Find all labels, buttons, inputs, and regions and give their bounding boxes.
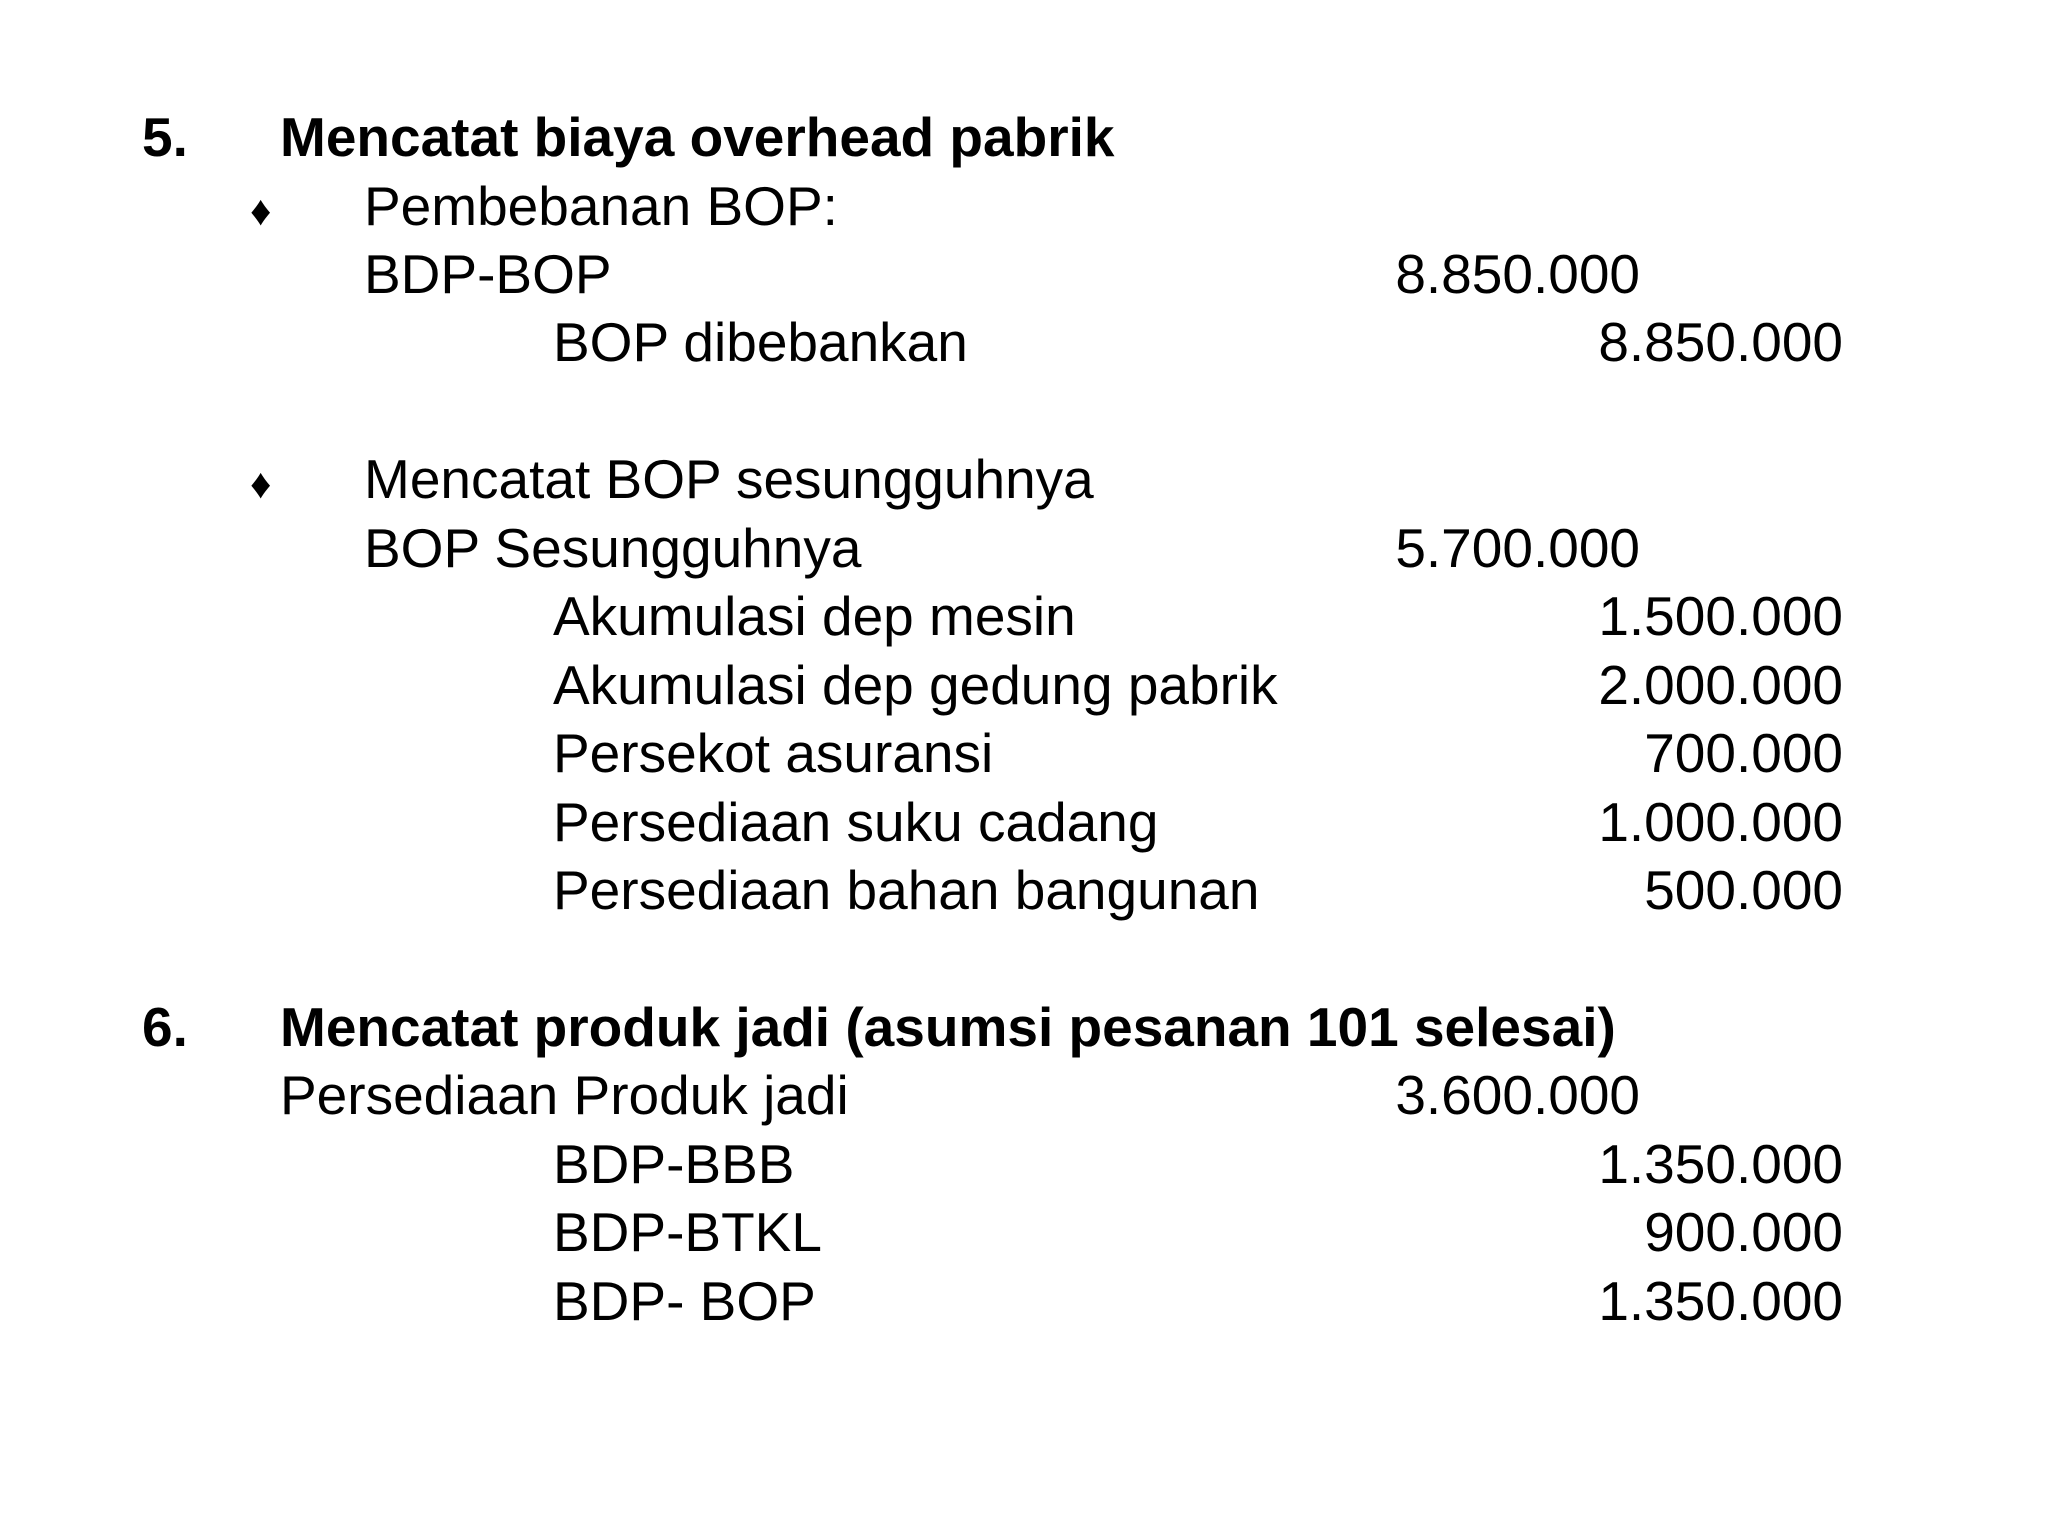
- journal-credit-amount: 500.000: [1644, 859, 1843, 921]
- journal-debit-account: BDP-BOP: [364, 243, 612, 305]
- journal-credit-account: BDP-BBB: [553, 1133, 795, 1195]
- section-5-title: Mencatat biaya overhead pabrik: [280, 106, 1115, 168]
- journal-debit-amount: 5.700.000: [1395, 517, 1640, 579]
- journal-credit-account: BDP- BOP: [553, 1270, 816, 1332]
- journal-credit-amount: 8.850.000: [1598, 311, 1843, 373]
- journal-credit-account: Persediaan bahan bangunan: [553, 859, 1260, 921]
- journal-credit-amount: 900.000: [1644, 1201, 1843, 1263]
- journal-credit-amount: 1.350.000: [1598, 1270, 1843, 1332]
- journal-credit-account: BDP-BTKL: [553, 1201, 822, 1263]
- bullet-2-label: Mencatat BOP sesungguhnya: [364, 448, 1094, 510]
- journal-credit-amount: 700.000: [1644, 722, 1843, 784]
- bullet-1-label: Pembebanan BOP:: [364, 175, 838, 237]
- section-6-number: 6.: [142, 996, 188, 1058]
- journal-debit-account: BOP Sesungguhnya: [364, 517, 862, 579]
- journal-debit-amount: 3.600.000: [1395, 1064, 1640, 1126]
- journal-credit-amount: 1.500.000: [1598, 585, 1843, 647]
- journal-credit-amount: 1.350.000: [1598, 1133, 1843, 1195]
- journal-credit-amount: 1.000.000: [1598, 791, 1843, 853]
- diamond-bullet-icon: ♦: [250, 187, 272, 234]
- diamond-bullet-icon: ♦: [250, 460, 272, 507]
- section-6-title: Mencatat produk jadi (asumsi pesanan 101 selesai): [280, 996, 1616, 1058]
- journal-credit-account: Persediaan suku cadang: [553, 791, 1159, 853]
- section-5-number: 5.: [142, 106, 188, 168]
- journal-credit-account: Persekot asuransi: [553, 722, 994, 784]
- journal-credit-account: Akumulasi dep mesin: [553, 585, 1076, 647]
- journal-debit-amount: 8.850.000: [1395, 243, 1640, 305]
- journal-credit-amount: 2.000.000: [1598, 654, 1843, 716]
- journal-credit-account: Akumulasi dep gedung pabrik: [553, 654, 1278, 716]
- journal-credit-account: BOP dibebankan: [553, 311, 968, 373]
- journal-debit-account: Persediaan Produk jadi: [280, 1064, 849, 1126]
